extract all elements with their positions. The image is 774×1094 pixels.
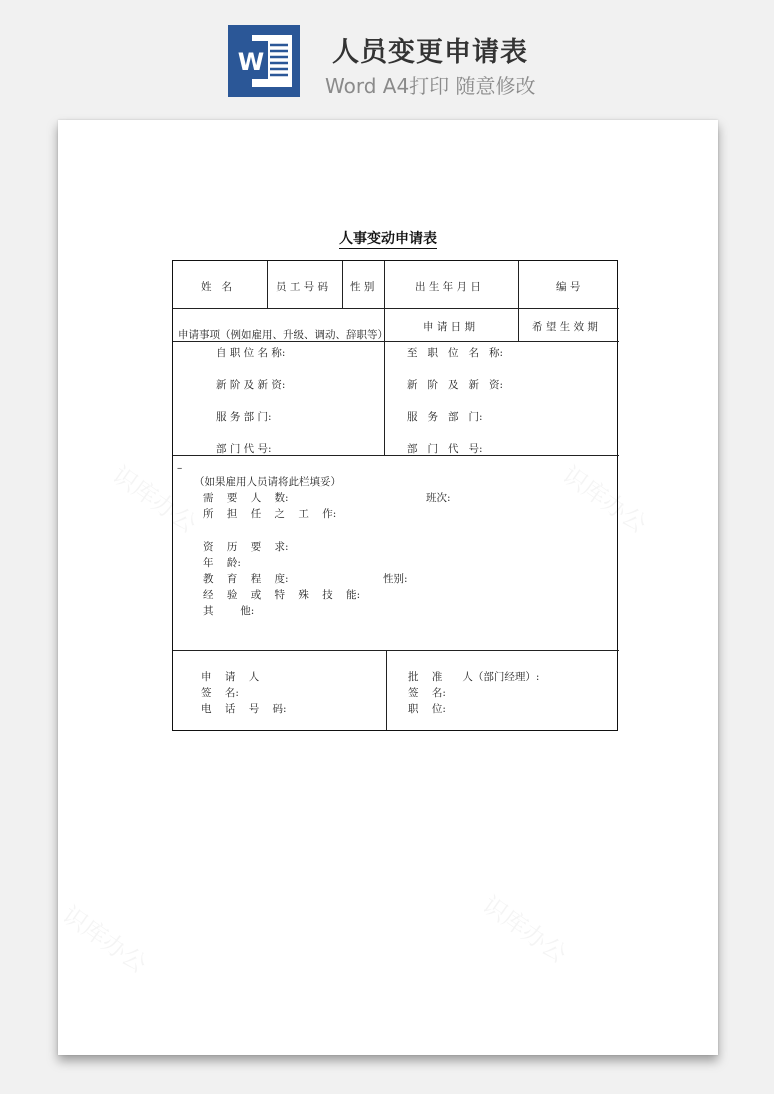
dash-mark: – xyxy=(177,462,183,474)
label-from-code: 部 门 代 号: xyxy=(216,443,272,455)
label-applicant: 申 请 人 xyxy=(201,671,260,683)
label-from-dept: 服 务 部 门: xyxy=(216,411,272,423)
word-logo-letter: W xyxy=(237,48,265,76)
document-title-text: 人事变动申请表 xyxy=(339,231,437,247)
label-birth-date: 出 生 年 月 日 xyxy=(415,281,481,293)
label-approver-post: 职 位: xyxy=(408,703,446,715)
label-to-position: 至 职 位 名 称: xyxy=(407,347,504,359)
label-application-items: 申请事项（例如雇用、升级、调动、辞职等） xyxy=(178,329,388,341)
watermark xyxy=(477,886,576,970)
document-title xyxy=(58,228,718,248)
word-logo-icon xyxy=(228,25,300,97)
label-approver-sign: 签 名: xyxy=(408,687,446,699)
form-table xyxy=(172,260,618,731)
label-shift: 班次: xyxy=(426,492,451,504)
label-requirements: 资 历 要 求: xyxy=(203,541,289,553)
label-from-position: 自 职 位 名 称: xyxy=(216,347,286,359)
label-applicant-sign: 签 名: xyxy=(201,687,239,699)
label-effective-date: 希 望 生 效 期 xyxy=(532,321,598,333)
label-to-salary: 新 阶 及 新 资: xyxy=(407,379,504,391)
page-title: 人员变更申请表 xyxy=(332,37,528,68)
label-hire-note: （如果雇用人员请将此栏填妥） xyxy=(194,476,341,488)
label-application-date: 申 请 日 期 xyxy=(423,321,476,333)
label-from-salary: 新 阶 及 新 资: xyxy=(216,379,286,391)
label-name: 姓 名 xyxy=(201,281,233,293)
label-other: 其 他: xyxy=(203,605,255,617)
page-subtitle: Word A4打印 随意修改 xyxy=(325,74,536,98)
document-page xyxy=(58,120,718,1055)
label-approver: 批 准 人（部门经理）: xyxy=(408,671,540,683)
label-to-dept: 服 务 部 门: xyxy=(407,411,483,423)
label-education: 教 育 程 度: xyxy=(203,573,289,585)
label-gender: 性 别 xyxy=(350,281,375,293)
label-skills: 经 验 或 特 殊 技 能: xyxy=(203,589,361,601)
label-phone: 电 话 号 码: xyxy=(201,703,287,715)
label-employee-no: 员 工 号 码 xyxy=(276,281,329,293)
label-serial-no: 编 号 xyxy=(556,281,581,293)
label-sex: 性别: xyxy=(383,573,408,585)
label-headcount: 需 要 人 数: xyxy=(203,492,289,504)
label-duty: 所 担 任 之 工 作: xyxy=(203,508,337,520)
watermark xyxy=(57,896,156,980)
label-to-code: 部 门 代 号: xyxy=(407,443,483,455)
label-age: 年 龄: xyxy=(203,557,241,569)
